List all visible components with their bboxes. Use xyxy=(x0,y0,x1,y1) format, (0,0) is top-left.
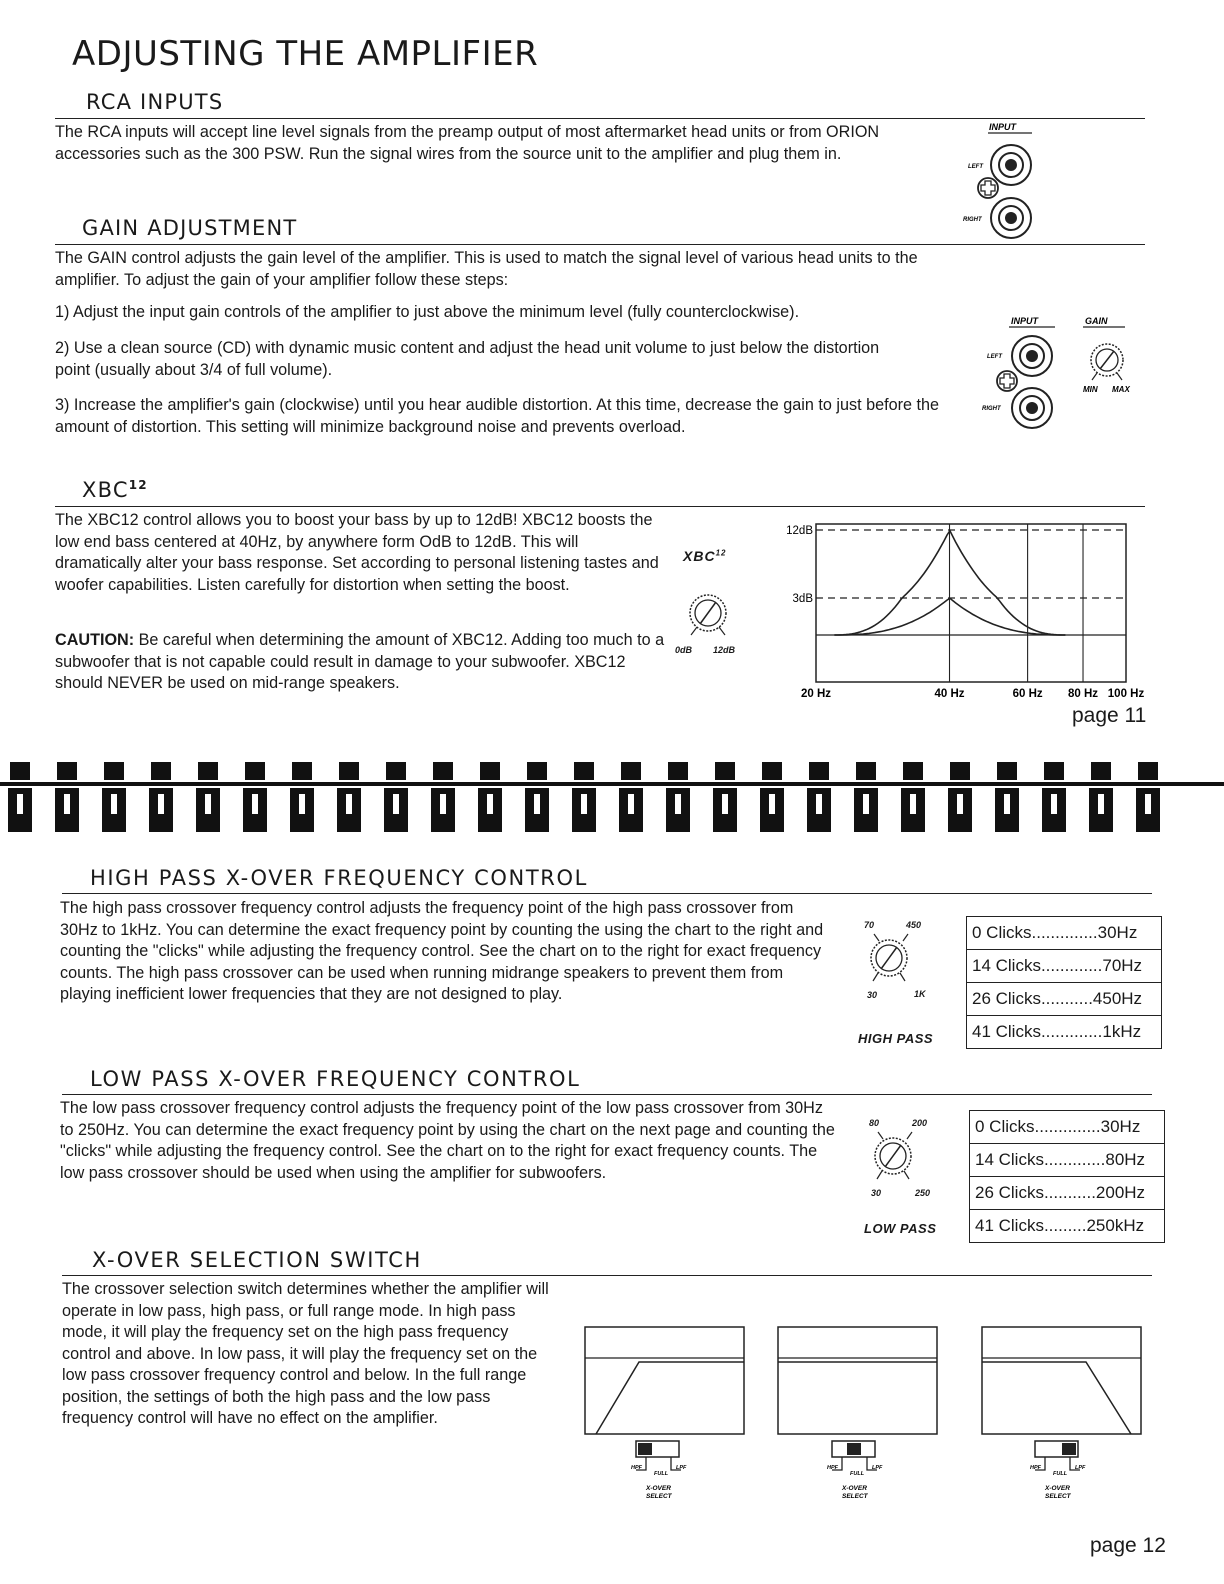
rca-input-label: INPUT xyxy=(989,122,1016,132)
xbc-knob-title xyxy=(683,548,726,564)
chart-x-tick-label: 100 Hz xyxy=(1107,688,1145,700)
page-number-bottom: page 12 xyxy=(1090,1534,1166,1557)
gain-step-2: 2) Use a clean source (CD) with dynamic music content and adjust the head unit volume to just below the distortion point (usually about 3/4 of full volume). xyxy=(55,339,880,379)
full-range-response-diagram xyxy=(777,1326,939,1438)
svg-text:LPF: LPF xyxy=(1075,1465,1086,1471)
high-pass-clicks-table xyxy=(966,916,1162,1049)
svg-text:FULL: FULL xyxy=(850,1471,865,1477)
high-pass-text: The high pass crossover frequency control adjusts the frequency point of the high pass crossover from 30Hz to 1kHz. You can determine the exact frequency point by counting the using the chart to the right and counting the "clicks" while adjusting the frequency control. See the chart on to the right for exact frequency counts. The high pass crossover can be used when running midrange speakers to prevent them from playing inefficient lower frequencies that they are not designed to play. xyxy=(60,899,824,1003)
table-row: 26 Clicks...........200Hz xyxy=(970,1177,1164,1210)
svg-text:SELECT: SELECT xyxy=(1045,1493,1071,1500)
binding-ring xyxy=(1042,762,1066,832)
gain-step-1: 1) Adjust the input gain controls of the amplifier to just above the minimum level (fully counterclockwise). xyxy=(55,303,800,321)
xbc-knob-min: 0dB xyxy=(675,645,693,655)
low-pass-response-diagram xyxy=(981,1326,1143,1438)
xbc-chart xyxy=(780,518,1155,703)
binding-ring xyxy=(760,762,784,832)
binding-ring xyxy=(807,762,831,832)
xbc-heading-text: XBC xyxy=(82,478,129,502)
gain-knob-icon xyxy=(1091,344,1123,380)
xbc-text: The XBC12 control allows you to boost your bass by up to 12dB! XBC12 boosts the low end bass centered at 40Hz, by anywhere form OdB to 12dB. This will dramatically alter your bass response. Set according to personal listening tastes and woofer capabilities. Listen carefully for distortion when setting the boost. xyxy=(55,511,659,594)
binding-ring xyxy=(901,762,925,832)
xover-switch-hpf-icon xyxy=(626,1440,696,1510)
binding-ring xyxy=(8,762,32,832)
rca-input-diagram xyxy=(960,118,1050,243)
gain-intro: The GAIN control adjusts the gain level of the amplifier. This is used to match the signal level of various head units to the amplifier. To adjust the gain of your amplifier follow these steps: xyxy=(55,249,918,289)
hp-knob-1k: 1K xyxy=(914,989,926,999)
chart-y-tick-label: 12dB xyxy=(786,525,813,537)
svg-text:SELECT: SELECT xyxy=(646,1493,672,1500)
chart-y-tick-label: 3dB xyxy=(792,593,813,605)
gain-max-label: MAX xyxy=(1112,385,1130,394)
binding-ring xyxy=(337,762,361,832)
low-pass-clicks-table xyxy=(969,1110,1165,1243)
binding-ring xyxy=(431,762,455,832)
binding-ring xyxy=(1136,762,1160,832)
high-pass-heading: HIGH PASS X-OVER FREQUENCY CONTROL xyxy=(90,866,588,890)
gain-min-label: MIN xyxy=(1083,385,1098,394)
xbc-knob-icon xyxy=(675,585,745,645)
xover-switch-full-icon xyxy=(822,1440,892,1510)
high-pass-rule xyxy=(62,893,1152,894)
xover-switch-rule xyxy=(62,1275,1152,1276)
lp-knob-80: 80 xyxy=(869,1118,880,1128)
gain-diagram-input-label: INPUT xyxy=(1011,316,1038,326)
binding-ring xyxy=(196,762,220,832)
binding-ring xyxy=(243,762,267,832)
caution-label: CAUTION: xyxy=(55,631,135,649)
svg-text:LPF: LPF xyxy=(872,1465,883,1471)
hp-knob-30: 30 xyxy=(867,990,878,1000)
gain-diagram xyxy=(975,308,1150,438)
low-pass-heading: LOW PASS X-OVER FREQUENCY CONTROL xyxy=(90,1067,581,1091)
table-row: 41 Clicks.............1kHz xyxy=(972,1022,1142,1041)
page-number-top: page 11 xyxy=(1072,704,1147,727)
binding-ring xyxy=(572,762,596,832)
binding-ring xyxy=(478,762,502,832)
svg-text:HPF: HPF xyxy=(631,1465,642,1471)
chart-x-tick-label: 20 Hz xyxy=(800,688,832,700)
low-pass-text: The low pass crossover frequency control adjusts the frequency point of the low pass crossover from 30Hz to 250Hz. You can determine the exact frequency point by using the chart on the next page and counting the "clicks" while adjusting the frequency control. See the chart on to the right for exact frequency counts. The low pass crossover should be used when using the amplifier for subwoofers. xyxy=(60,1099,835,1182)
binding-ring xyxy=(854,762,878,832)
svg-text:LPF: LPF xyxy=(676,1465,687,1471)
gain-diagram-left-label: LEFT xyxy=(987,354,1002,360)
svg-text:HPF: HPF xyxy=(1030,1465,1041,1471)
gain-diagram-right-label: RIGHT xyxy=(982,406,1001,412)
table-row: 14 Clicks.............70Hz xyxy=(967,950,1161,983)
rca-inputs-text: The RCA inputs will accept line level signals from the preamp output of most aftermarket head units or from ORION accessories such as the 300 PSW. Run the signal wires from the source unit to the amplifier and plug them in. xyxy=(55,123,880,163)
chart-x-tick-label: 60 Hz xyxy=(1012,688,1043,700)
binding-ring xyxy=(619,762,643,832)
chart-x-tick-label: 40 Hz xyxy=(934,688,965,700)
svg-text:FULL: FULL xyxy=(654,1471,669,1477)
lp-knob-250: 250 xyxy=(915,1188,931,1198)
gain-diagram-gain-label: GAIN xyxy=(1085,316,1108,326)
low-pass-rule xyxy=(62,1094,1152,1095)
svg-text:FULL: FULL xyxy=(1053,1471,1068,1477)
binding-ring xyxy=(290,762,314,832)
table-row: 0 Clicks..............30Hz xyxy=(967,917,1161,950)
binding-ring xyxy=(384,762,408,832)
svg-text:X-OVER: X-OVER xyxy=(646,1485,671,1492)
low-pass-knob-icon xyxy=(860,1126,930,1188)
xbc-caution xyxy=(55,630,665,695)
rca-left-jack-icon xyxy=(991,145,1031,185)
rca-inputs-heading: RCA INPUTS xyxy=(86,90,224,114)
rca-right-jack-icon xyxy=(991,198,1031,238)
xbc-heading-sup: 12 xyxy=(128,478,148,492)
rca-ground-screw-icon xyxy=(978,178,998,198)
gain-left-jack-icon xyxy=(1012,336,1052,376)
binding-ring xyxy=(102,762,126,832)
binding-ring xyxy=(713,762,737,832)
binding-ring xyxy=(666,762,690,832)
svg-text:X-OVER: X-OVER xyxy=(842,1485,867,1492)
xbc-knob-title-text: XBC xyxy=(683,548,716,564)
lp-knob-200: 200 xyxy=(912,1118,928,1128)
chart-x-tick-label: 80 Hz xyxy=(1067,688,1099,700)
xbc-rule xyxy=(55,506,1145,507)
table-row: 0 Clicks..............30Hz xyxy=(970,1111,1164,1144)
xover-switch-lpf-icon xyxy=(1025,1440,1095,1510)
hp-knob-450: 450 xyxy=(906,920,922,930)
gain-step-3: 3) Increase the amplifier's gain (clockwise) until you hear audible distortion. At this time, decrease the gain to just before the amount of distortion. This setting will minimize background noise and prevents overload. xyxy=(55,396,939,436)
table-row: 41 Clicks.........250kHz xyxy=(975,1216,1145,1235)
binding-ring xyxy=(149,762,173,832)
low-pass-caption: LOW PASS xyxy=(864,1221,937,1236)
table-row: 26 Clicks...........450Hz xyxy=(967,983,1161,1016)
svg-text:SELECT: SELECT xyxy=(842,1493,868,1500)
table-row: 14 Clicks.............80Hz xyxy=(970,1144,1164,1177)
binding-ring xyxy=(525,762,549,832)
binding-ring xyxy=(995,762,1019,832)
xbc-heading xyxy=(82,478,148,502)
high-pass-knob-icon xyxy=(856,928,926,990)
rca-right-label: RIGHT xyxy=(963,217,982,223)
gain-heading: GAIN ADJUSTMENT xyxy=(82,216,298,240)
high-pass-caption: HIGH PASS xyxy=(858,1031,934,1046)
gain-rule xyxy=(55,244,1145,245)
caution-text: Be careful when determining the amount of XBC12. Adding too much to a subwoofer that is not capable could result in damage to your subwoofer. XBC12 should NEVER be used on mid-range speakers. xyxy=(55,631,665,692)
spiral-binding xyxy=(0,756,1224,838)
binding-ring xyxy=(1089,762,1113,832)
xbc-knob-max: 12dB xyxy=(713,645,736,655)
page-title: ADJUSTING THE AMPLIFIER xyxy=(72,34,539,74)
svg-text:X-OVER: X-OVER xyxy=(1045,1485,1070,1492)
lp-knob-30: 30 xyxy=(871,1188,882,1198)
xover-switch-heading: X-OVER SELECTION SWITCH xyxy=(92,1248,422,1272)
chart-frame xyxy=(816,524,1126,682)
xbc-knob-title-sup: 12 xyxy=(715,548,727,558)
high-pass-response-diagram xyxy=(584,1326,746,1438)
gain-right-jack-icon xyxy=(1012,388,1052,428)
binding-ring xyxy=(948,762,972,832)
rca-left-label: LEFT xyxy=(968,164,983,170)
hp-knob-70: 70 xyxy=(864,920,875,930)
svg-text:HPF: HPF xyxy=(827,1465,838,1471)
binding-ring xyxy=(55,762,79,832)
gain-ground-screw-icon xyxy=(997,371,1017,391)
xover-switch-text: The crossover selection switch determines whether the amplifier will operate in low pass, high pass, or full range mode. In high pass mode, it will play the frequency set on the high pass frequency control and above. In low pass, it will play the frequency set on the low pass crossover frequency control and below. In the full range position, the settings of both the high pass and the low pass frequency control will have no effect on the amplifier. xyxy=(62,1280,549,1427)
